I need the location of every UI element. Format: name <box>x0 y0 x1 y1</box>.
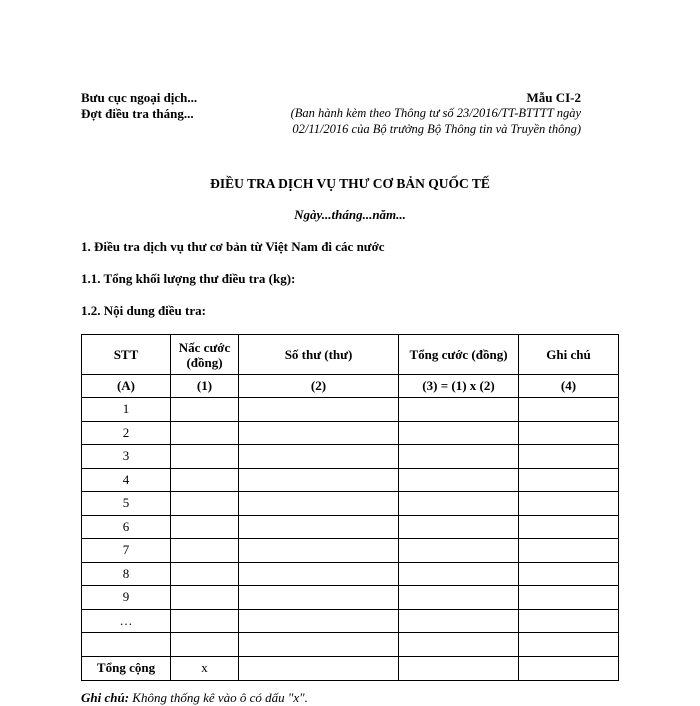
cell[interactable] <box>519 515 619 539</box>
footnote-text: Không thống kê vào ô có dấu "x". <box>132 690 308 705</box>
post-office-label: Bưu cục ngoại dịch... <box>81 90 198 105</box>
table-row <box>82 492 619 516</box>
row-index: … <box>82 609 171 633</box>
header-rate-tier <box>171 335 239 375</box>
header-total-fee: Tổng cước (đồng) <box>399 335 519 375</box>
section-1-2-heading: 1.2. Nội dung điều tra: <box>81 303 206 318</box>
table-row <box>82 515 619 539</box>
row-index: 8 <box>82 562 171 586</box>
cell[interactable] <box>239 492 399 516</box>
cell[interactable] <box>399 586 519 610</box>
row-index: 1 <box>82 398 171 422</box>
cell[interactable] <box>239 656 399 680</box>
code-2: (2) <box>239 375 399 398</box>
cell[interactable] <box>171 562 239 586</box>
cell[interactable] <box>399 633 519 657</box>
table-row <box>82 539 619 563</box>
survey-period-label: Đợt điều tra tháng... <box>81 106 194 121</box>
cell[interactable] <box>519 539 619 563</box>
header-rate-tier-line1: Nấc cước <box>178 339 231 355</box>
cell[interactable] <box>519 468 619 492</box>
cell[interactable] <box>519 445 619 469</box>
cell[interactable] <box>171 515 239 539</box>
table-header-row <box>82 335 619 375</box>
row-index <box>82 633 171 657</box>
cell[interactable] <box>519 633 619 657</box>
table-row <box>82 586 619 610</box>
cell[interactable] <box>171 633 239 657</box>
section-1-1-heading: 1.1. Tổng khối lượng thư điều tra (kg): <box>81 271 296 286</box>
date-line: Ngày...tháng...năm... <box>294 207 406 222</box>
survey-table <box>81 334 619 681</box>
header-notes: Ghi chú <box>519 335 619 375</box>
cell[interactable] <box>171 586 239 610</box>
cell[interactable] <box>239 468 399 492</box>
footnote-label: Ghi chú: <box>81 690 130 705</box>
table-row <box>82 468 619 492</box>
table-total-row <box>82 656 619 680</box>
cell[interactable] <box>239 633 399 657</box>
cell[interactable] <box>239 562 399 586</box>
cell[interactable] <box>171 609 239 633</box>
cell[interactable] <box>239 445 399 469</box>
issued-note-line1: (Ban hành kèm theo Thông tư số 23/2016/TT-BTTTT ngày <box>290 106 581 120</box>
cell[interactable] <box>399 609 519 633</box>
table-row <box>82 421 619 445</box>
cell[interactable] <box>239 539 399 563</box>
cell[interactable] <box>399 539 519 563</box>
row-index: 9 <box>82 586 171 610</box>
cell[interactable] <box>171 492 239 516</box>
code-3: (3) = (1) x (2) <box>399 375 519 398</box>
cell[interactable] <box>519 609 619 633</box>
cell[interactable] <box>519 656 619 680</box>
cell[interactable] <box>519 398 619 422</box>
cell[interactable] <box>239 421 399 445</box>
total-label: Tổng cộng <box>82 656 171 680</box>
cell[interactable] <box>399 421 519 445</box>
table-row <box>82 445 619 469</box>
header-letter-count: Số thư (thư) <box>239 335 399 375</box>
cell[interactable] <box>239 515 399 539</box>
cell[interactable] <box>519 562 619 586</box>
cell[interactable] <box>239 398 399 422</box>
cell[interactable] <box>171 421 239 445</box>
row-index: 5 <box>82 492 171 516</box>
cell[interactable] <box>171 398 239 422</box>
code-a: (A) <box>82 375 171 398</box>
cell[interactable] <box>399 656 519 680</box>
cell[interactable] <box>519 586 619 610</box>
cell[interactable] <box>399 445 519 469</box>
code-1: (1) <box>171 375 239 398</box>
total-excluded-mark: x <box>171 656 239 680</box>
table-row <box>82 562 619 586</box>
cell[interactable] <box>171 468 239 492</box>
cell[interactable] <box>171 445 239 469</box>
code-4: (4) <box>519 375 619 398</box>
table-row <box>82 609 619 633</box>
row-index: 7 <box>82 539 171 563</box>
table-code-row <box>82 375 619 398</box>
header-stt: STT <box>82 335 171 375</box>
cell[interactable] <box>239 609 399 633</box>
issued-note-line2: 02/11/2016 của Bộ trưởng Bộ Thông tin và Truyền thông) <box>292 122 581 136</box>
table-row <box>82 398 619 422</box>
row-index: 6 <box>82 515 171 539</box>
cell[interactable] <box>519 492 619 516</box>
row-index: 2 <box>82 421 171 445</box>
cell[interactable] <box>239 586 399 610</box>
cell[interactable] <box>399 515 519 539</box>
cell[interactable] <box>399 398 519 422</box>
form-code: Mẫu CI-2 <box>526 90 581 105</box>
header-rate-tier-line2: (đồng) <box>186 354 223 370</box>
cell[interactable] <box>399 468 519 492</box>
row-index: 3 <box>82 445 171 469</box>
row-index: 4 <box>82 468 171 492</box>
document-title: ĐIỀU TRA DỊCH VỤ THƯ CƠ BẢN QUỐC TẾ <box>210 176 490 191</box>
footnote <box>81 690 308 706</box>
section-1-heading: 1. Điều tra dịch vụ thư cơ bản từ Việt Nam đi các nước <box>81 239 385 254</box>
table-row <box>82 633 619 657</box>
cell[interactable] <box>171 539 239 563</box>
cell[interactable] <box>399 562 519 586</box>
cell[interactable] <box>399 492 519 516</box>
cell[interactable] <box>519 421 619 445</box>
